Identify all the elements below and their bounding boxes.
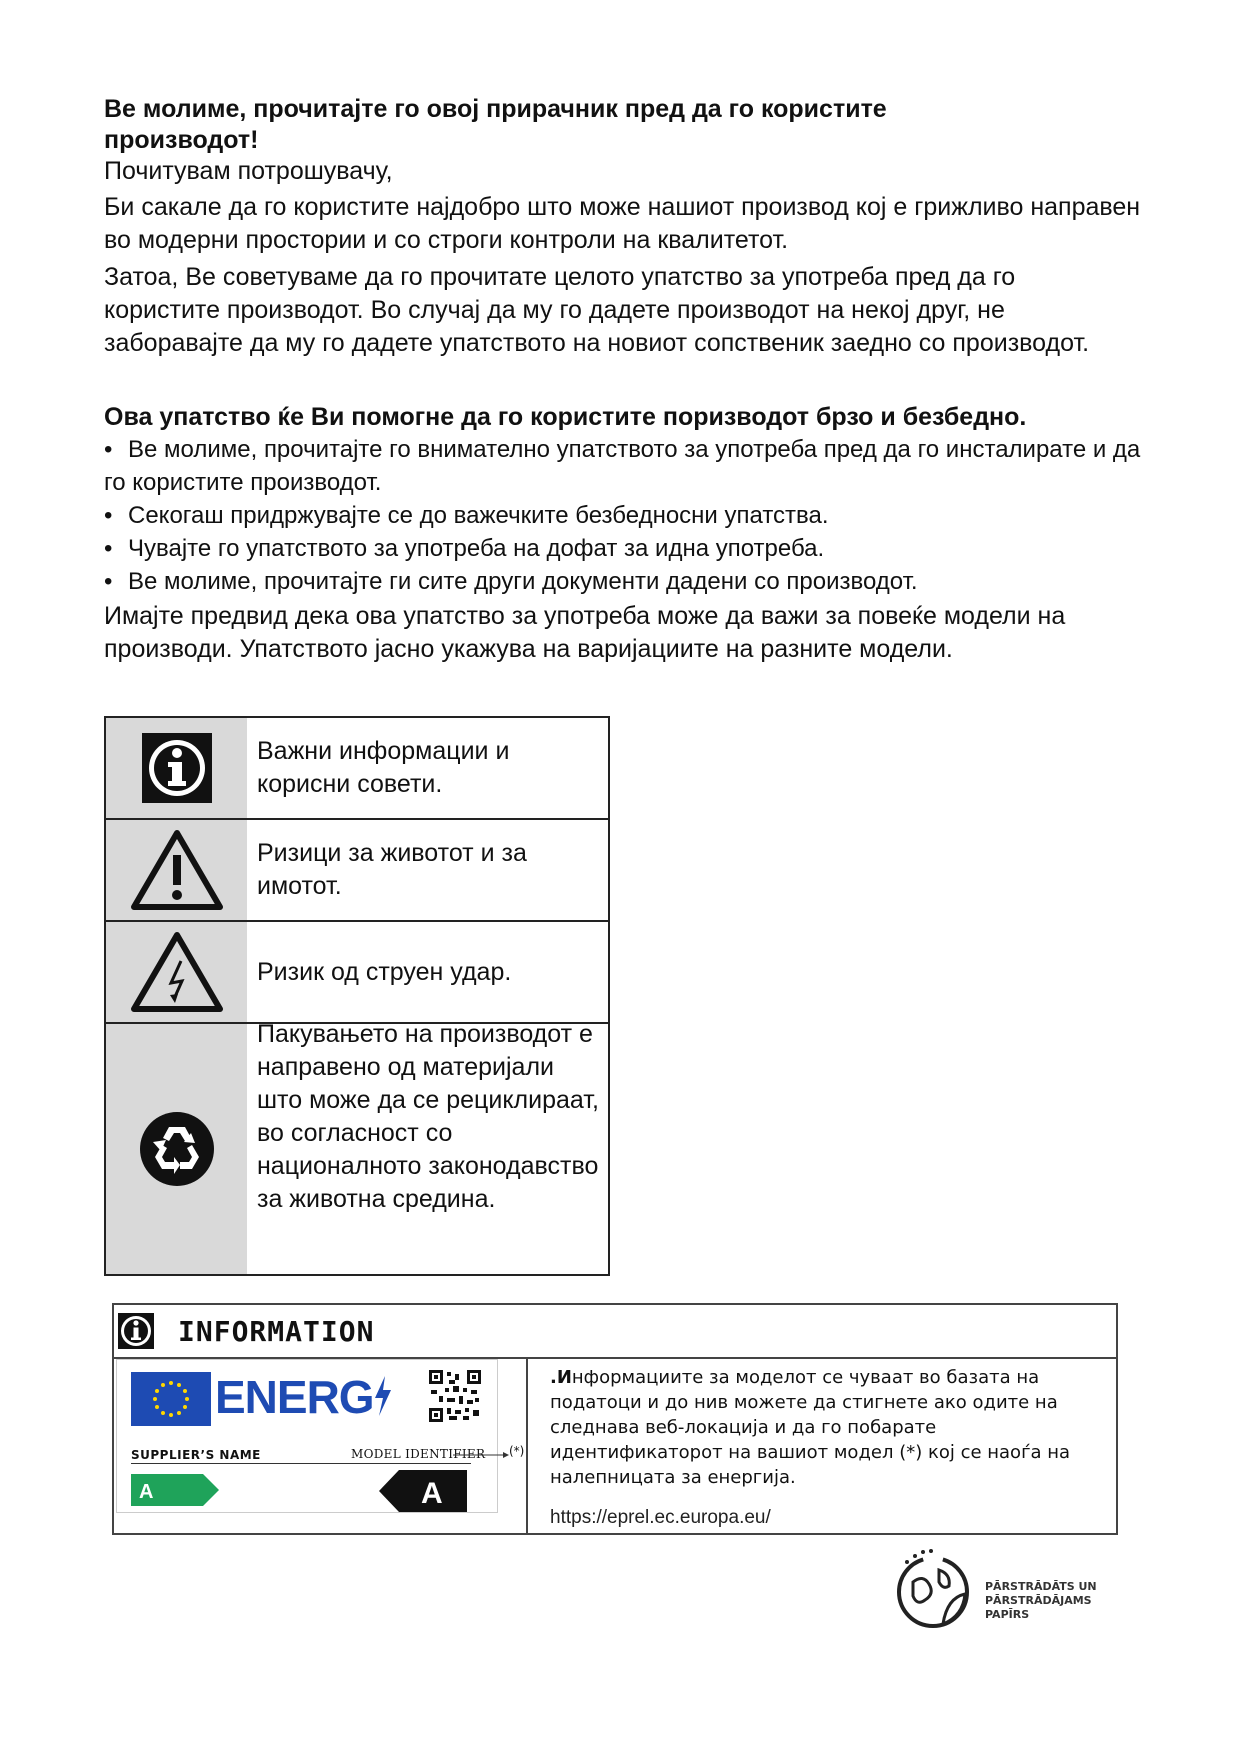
lightning-icon	[373, 1376, 393, 1416]
energy-label	[116, 1359, 525, 1513]
eprel-link[interactable]: https://eprel.ec.europa.eu/	[550, 1507, 771, 1528]
warning-icon	[106, 820, 247, 920]
recycled-paper-text: PĀRSTRĀDĀTS UN PĀRSTRĀDĀJAMS PAPĪRS	[985, 1580, 1097, 1621]
label-divider	[131, 1463, 471, 1464]
info-icon	[118, 1313, 154, 1349]
intro-paragraph-1: Би сакале да го користите најдобро што може нашиот производ кој е грижливо направен во модерни простории и со строги контроли на квалитетот.	[104, 193, 1141, 254]
recycle-icon	[106, 1024, 247, 1274]
symbols-table	[104, 716, 610, 1276]
eu-flag-icon	[131, 1372, 211, 1426]
section-heading: Ова упатство ќе Ви помогне да го користите поризводот брзо и безбедно.	[104, 403, 1027, 431]
energy-class-large: A	[421, 1477, 443, 1510]
information-header	[114, 1305, 1116, 1359]
recycled-paper-logo	[893, 1546, 1133, 1636]
globe-leaf-icon	[893, 1546, 977, 1636]
list-item: • Секогаш придржувајте се до важечките безбедносни упатства.	[104, 502, 829, 529]
information-title: INFORMATION	[178, 1314, 375, 1348]
information-box	[112, 1303, 1118, 1535]
symbol-row-info	[106, 718, 608, 820]
symbol-row-warning	[106, 820, 608, 922]
energy-wordmark: ENERG	[215, 1371, 374, 1423]
symbol-text: Ризик од струен удар.	[257, 957, 512, 986]
symbol-text: Ризици за животот и за имотот.	[257, 839, 527, 900]
info-icon	[106, 718, 247, 818]
symbol-text: Важни информации и корисни совети.	[257, 737, 510, 798]
page-content	[104, 94, 1144, 666]
energy-class-arrow-green	[131, 1474, 219, 1511]
energy-label-cell	[114, 1359, 528, 1533]
symbol-row-recycle	[106, 1020, 608, 1274]
symbol-row-shock	[106, 922, 608, 1024]
list-item: • Ве молиме, прочитајте го внимателно упатството за употреба пред да го инсталирате и да го користите производот.	[104, 436, 1141, 496]
asterisk-marker: (*)	[509, 1444, 525, 1458]
list-item: • Ве молиме, прочитајте ги сите други документи дадени со производот.	[104, 568, 918, 595]
energy-class-arrow-black	[379, 1470, 467, 1517]
information-text-cell	[528, 1359, 1116, 1533]
information-text: .Информациите за моделот се чуваат во базата на податоци и до нив можете да стигнете ако одите на следнава веб-локација и да го побарате идентификаторот на вашиот модел (*) кој се наоѓа на налепницата за енергија.	[550, 1367, 1071, 1488]
intro-paragraph-2: Затоа, Ве советуваме да го прочитате целото упатство за употреба пред да го користите производот. Во случај да му го дадете производот на некој друг, не заборавајте да му го дадете упатството на новиот сопственик заедно со производот.	[104, 263, 1090, 357]
symbol-text: Пакувањето на производот е направено од материјали што може да се рециклираат, во согласност со националното законодавство за животна средина.	[257, 1020, 599, 1213]
supplier-label: SUPPLIER’S NAME	[131, 1448, 261, 1462]
list-item: • Чувајте го упатството за употреба на дофат за идна употреба.	[104, 535, 825, 562]
arrow-icon	[453, 1451, 509, 1459]
electric-shock-icon	[106, 922, 247, 1022]
qr-code-icon	[429, 1370, 481, 1422]
model-identifier-label: MODEL IDENTIFIER	[351, 1447, 486, 1461]
instruction-list	[104, 433, 1144, 598]
intro-heading: Ве молиме, прочитајте го овој прирачник пред да го користите производот!	[104, 95, 887, 154]
models-note: Имајте предвид дека ова упатство за употреба може да важи за повеќе модели на производи. Упатството јасно укажува на варијациите на разните модели.	[104, 602, 1066, 663]
greeting: Почитувам потрошувачу,	[104, 157, 393, 185]
energy-class-small: A	[139, 1481, 154, 1503]
